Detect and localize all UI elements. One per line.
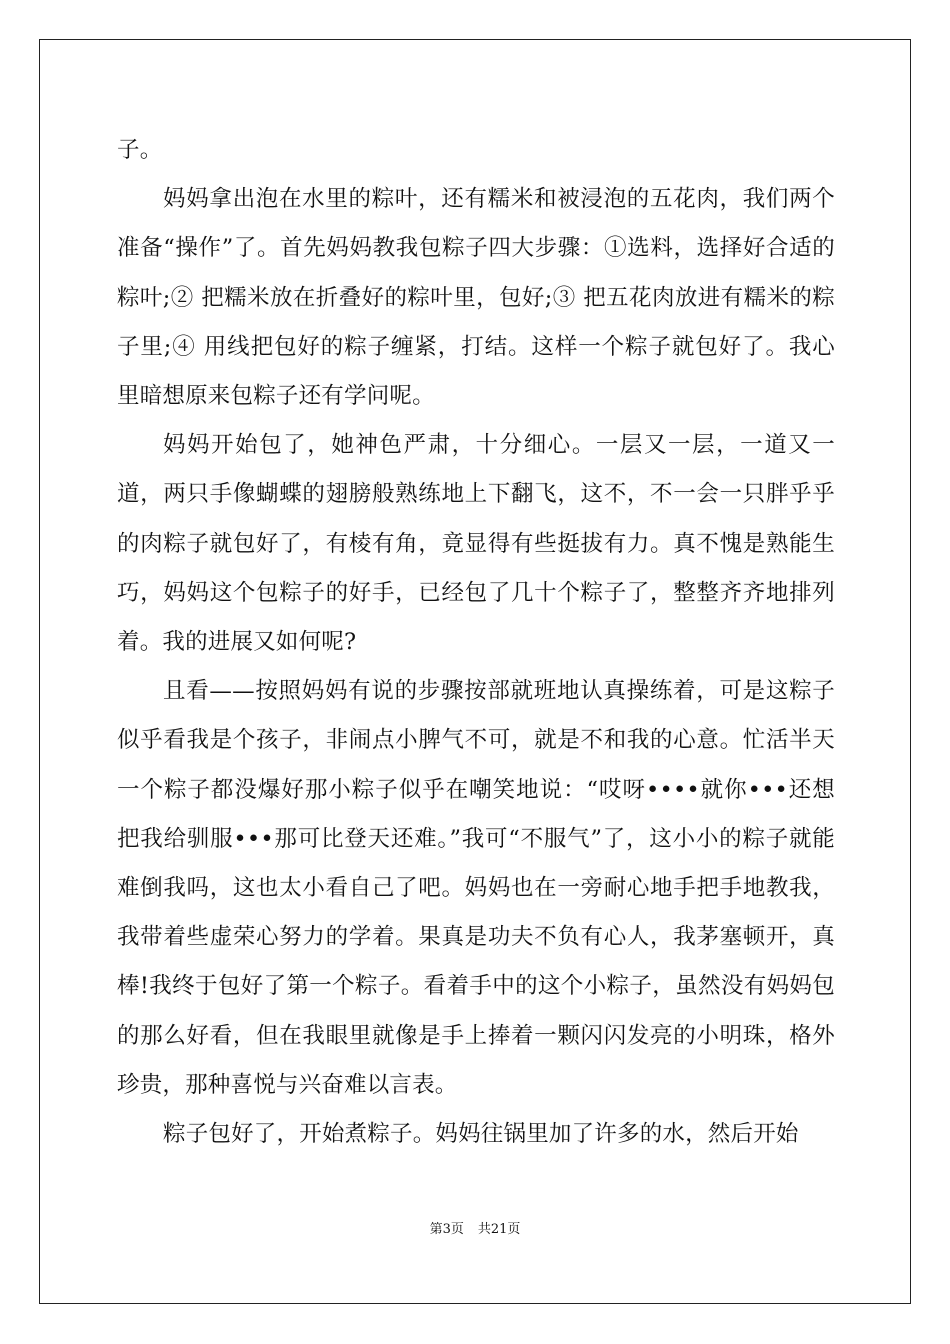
page-number: 第3页	[429, 1222, 464, 1237]
total-pages: 共21页	[477, 1222, 521, 1237]
paragraph-2: 妈妈拿出泡在水里的粽叶，还有糯米和被浸泡的五花肉，我们两个准备“操作”了。首先妈妈教我包粽子四大步骤：①选料，选择好合适的粽叶;② 把糯米放在折叠好的粽叶里，包好;③ 把五花肉放进有糯米的粽子里;④ 用线把包好的粽子缠紧，打结。这样一个粽子就包好了。我心里暗想原来包粽子还有学问呢。	[117, 186, 835, 410]
paragraph-4: 且看——按照妈妈有说的步骤按部就班地认真操练着，可是这粽子似乎看我是个孩子，非闹点小脾气不可，就是不和我的心意。忙活半天一个粽子都没爆好那小粽子似乎在嘲笑地说：“哎呀••••就你•••还想把我给驯服•••那可比登天还难。”我可“不服气”了，这小小的粽子就能难倒我吗，这也太小看自己了吧。妈妈也在一旁耐心地手把手地教我，我带着些虚荣心努力的学着。果真是功夫不负有心人，我茅塞顿开，真棒!我终于包好了第一个粽子。看着手中的这个小粽子，虽然没有妈妈包的那么好看，但在我眼里就像是手上捧着一颗闪闪发亮的小明珠，格外珍贵，那种喜悦与兴奋难以言表。	[117, 678, 835, 1098]
paragraph-5: 粽子包好了，开始煮粽子。妈妈往锅里加了许多的水，然后开始	[163, 1121, 799, 1148]
paragraph-1: 子。	[117, 137, 163, 163]
page-footer	[0, 1218, 950, 1237]
paragraph-3: 妈妈开始包了，她神色严肃，十分细心。一层又一层，一道又一道，两只手像蝴蝶的翅膀般熟练地上下翻飞，这不，不一会一只胖乎乎的肉粽子就包好了，有棱有角，竟显得有些挺拔有力。真不愧是熟能生巧，妈妈这个包粽子的好手，已经包了几十个粽子了，整整齐齐地排列着。我的进展又如何呢?	[117, 432, 835, 656]
document-body	[117, 126, 835, 1159]
